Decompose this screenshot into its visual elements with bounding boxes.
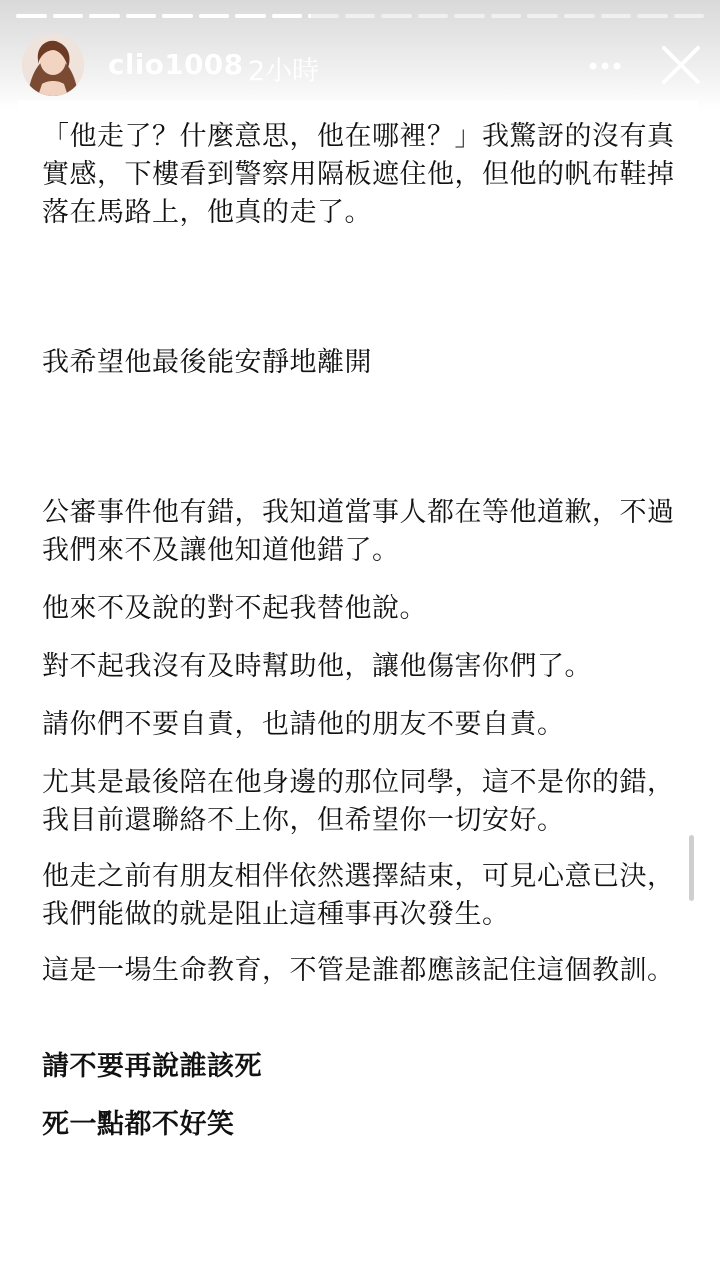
avatar[interactable]: [22, 34, 84, 96]
paragraph-8: 他走之前有朋友相伴依然選擇結束，可見心意已決，我們能做的就是阻止這種事再次發生。: [42, 861, 675, 930]
paragraph-5: 對不起我沒有及時幫助他，讓他傷害你們了。: [42, 651, 592, 682]
progress-segment: [126, 14, 157, 18]
close-button[interactable]: [656, 40, 706, 90]
progress-segment-fill: [53, 14, 84, 18]
scrollbar[interactable]: [689, 835, 694, 901]
progress-segment: [53, 14, 84, 18]
progress-segment-fill: [272, 14, 303, 18]
progress-segment: [16, 14, 47, 18]
paragraph-6: 請你們不要自責，也請他的朋友不要自責。: [42, 709, 565, 740]
close-icon: [656, 40, 706, 90]
progress-segment-fill: [89, 14, 120, 18]
paragraph-4: 他來不及說的對不起我替他說。: [42, 593, 427, 624]
progress-segment: [674, 14, 705, 18]
progress-segment: [491, 14, 522, 18]
progress-segment: [454, 14, 485, 18]
progress-segment-fill: [162, 14, 193, 18]
progress-segment: [235, 14, 266, 18]
progress-segment-fill: [308, 14, 311, 18]
progress-segment: [162, 14, 193, 18]
paragraph-1: 「他走了？什麼意思，他在哪裡？」我驚訝的沒有真實感，下樓看到警察用隔板遮住他，但他的帆布鞋掉落在馬路上，他真的走了。: [42, 121, 675, 228]
progress-segment: [418, 14, 449, 18]
story-username[interactable]: clio1008: [108, 48, 244, 81]
story-header: [22, 34, 706, 98]
progress-segment: [308, 14, 339, 18]
progress-segment: [89, 14, 120, 18]
story-text-content: [18, 100, 698, 1165]
paragraph-2: 我希望他最後能安靜地離開: [42, 347, 372, 378]
progress-segment: [272, 14, 303, 18]
progress-segment-fill: [235, 14, 266, 18]
story-progress-bar: [16, 14, 704, 18]
progress-segment: [564, 14, 595, 18]
story-timestamp: 2小時: [248, 56, 320, 87]
progress-segment-fill: [126, 14, 157, 18]
progress-segment: [345, 14, 376, 18]
paragraph-9: 這是一場生命教育，不管是誰都應該記住這個教訓。: [42, 955, 675, 986]
progress-segment: [527, 14, 558, 18]
progress-segment-fill: [199, 14, 230, 18]
more-horizontal-icon: [588, 61, 622, 71]
profile-avatar-image: [22, 34, 84, 96]
paragraph-11: 死一點都不好笑: [42, 1109, 235, 1140]
progress-segment: [601, 14, 632, 18]
paragraph-10: 請不要再說誰該死: [42, 1051, 262, 1082]
progress-segment-fill: [16, 14, 47, 18]
progress-segment: [381, 14, 412, 18]
paragraph-3: 公審事件他有錯，我知道當事人都在等他道歉，不過我們來不及讓他知道他錯了。: [42, 497, 675, 566]
progress-segment: [199, 14, 230, 18]
more-options-button[interactable]: [587, 48, 623, 84]
paragraph-7: 尤其是最後陪在他身邊的那位同學，這不是你的錯，我目前還聯絡不上你，但希望你一切安好。: [42, 767, 675, 836]
progress-segment: [637, 14, 668, 18]
